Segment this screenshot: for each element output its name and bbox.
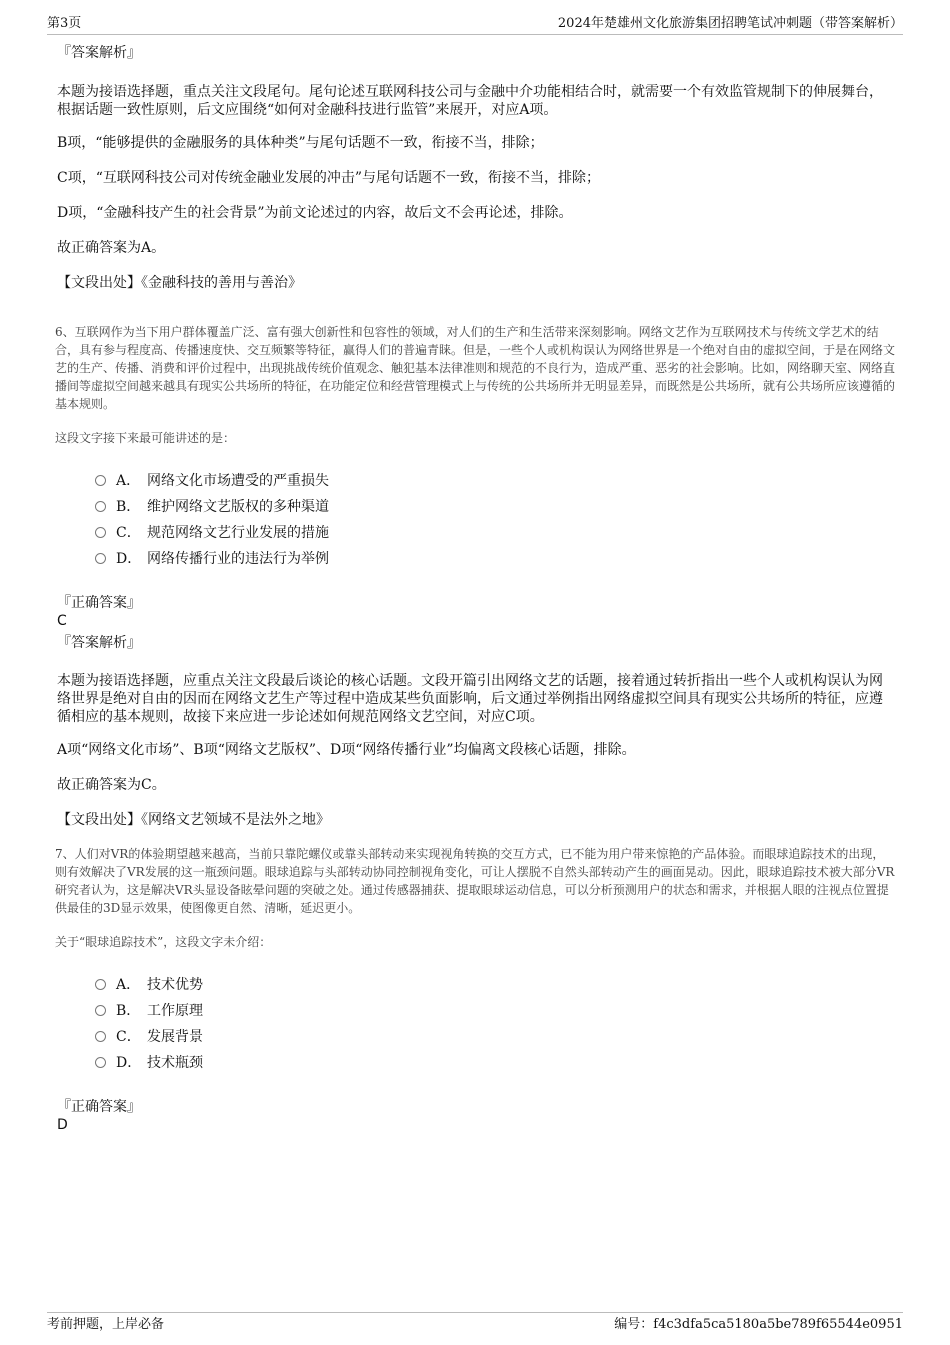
q6-analysis-heading: 『答案解析』 <box>57 635 141 651</box>
footer-slogan: 考前押题，上岸必备 <box>47 1317 165 1332</box>
radio-icon[interactable] <box>95 1005 106 1016</box>
radio-icon[interactable] <box>95 475 106 486</box>
q6-analysis-options: A项“网络文化市场”、B项“网络文艺版权”、D项“网络传播行业”均偏离文段核心话题，排除。 <box>57 742 636 758</box>
q7-options <box>95 972 895 1076</box>
document-title: 2024年楚雄州文化旅游集团招聘笔试冲刺题（带答案解析） <box>557 16 903 31</box>
q5-analysis-paragraph: 本题为接语选择题，重点关注文段尾句。尾句论述互联网科技公司与金融中介功能相结合时，就需要一个有效监管规制下的伸展舞台，根据话题一致性原则，后文应围绕“如何对金融科技进行监管”来展开，对应A项。 <box>57 84 883 118</box>
radio-icon[interactable] <box>95 553 106 564</box>
q5-analysis-option-d: D项，“金融科技产生的社会背景”为前文论述过的内容，故后文不会再论述，排除。 <box>57 205 573 221</box>
q6-question-text: 6、互联网作为当下用户群体覆盖广泛、富有强大创新性和包容性的领域，对人们的生产和生活带来深刻影响。网络文艺作为互联网技术与传统文学艺术的结合，具有参与程度高、传播速度快、交互频繁等特征，赢得人们的普遍青睐。但是，一些个人或机构误认为网络世界是一个绝对自由的虚拟空间，于是在网络文艺的生产、传播、消费和评价过程中，出现挑战传统价值观念、触犯基本法律准则和规范的不良行为，造成严重、恶劣的社会影响。比如，网络聊天室、网络直播间等虚拟空间越来越具有现实公共场所的特征，在功能定位和经营管理模式上与传统的公共场所并无明显差异，而既然是公共场所，就有公共场所应该遵循的基本规则。 <box>55 325 896 411</box>
q7-answer-heading: 『正确答案』 <box>57 1099 141 1115</box>
q7-question-ask: 关于“眼球追踪技术”，这段文字未介绍： <box>55 935 272 949</box>
page-header <box>47 14 903 35</box>
q7-option-d[interactable]: D． 技术瓶颈 <box>95 1050 895 1076</box>
q7-option-b[interactable]: B． 工作原理 <box>95 998 895 1024</box>
q7-option-c[interactable]: C． 发展背景 <box>95 1024 895 1050</box>
q5-source: 【文段出处】《金融科技的善用与善治》 <box>57 275 302 291</box>
q7-question-text: 7、人们对VR的体验期望越来越高，当前只靠陀螺仪或靠头部转动来实现视角转换的交互方式，已不能为用户带来惊艳的产品体验。而眼球追踪技术的出现，则有效解决了VR发展的这一瓶颈问题。眼球追踪与头部转动协同控制视角变化，可让人摆脱不自然头部转动产生的画面晃动。因此，眼球追踪技术被大部分VR研究者认为，这是解决VR头显设备眩晕问题的突破之处。通过传感器捕获、提取眼球运动信息，可以分析预测用户的状态和需求，并根据人眼的注视点位置提供最佳的3D显示效果，使图像更自然、清晰，延迟更小。 <box>55 847 895 915</box>
q7-answer: D <box>57 1117 68 1133</box>
q6-option-a[interactable]: A． 网络文化市场遭受的严重损失 <box>95 468 895 494</box>
q7-option-a[interactable]: A． 技术优势 <box>95 972 895 998</box>
q5-analysis-heading: 『答案解析』 <box>57 45 141 61</box>
q6-options <box>95 468 895 572</box>
page-number: 第3页 <box>47 16 82 31</box>
q6-answer-heading: 『正确答案』 <box>57 595 141 611</box>
radio-icon[interactable] <box>95 979 106 990</box>
radio-icon[interactable] <box>95 501 106 512</box>
q6-option-b[interactable]: B． 维护网络文艺版权的多种渠道 <box>95 494 895 520</box>
radio-icon[interactable] <box>95 527 106 538</box>
radio-icon[interactable] <box>95 1057 106 1068</box>
page-content <box>55 44 895 1138</box>
q5-analysis-option-b: B项，“能够提供的金融服务的具体种类”与尾句话题不一致，衔接不当，排除； <box>57 135 544 151</box>
document-id: 编号：f4c3dfa5ca5180a5be789f65544e0951 <box>614 1317 903 1332</box>
q6-source: 【文段出处】《网络文艺领域不是法外之地》 <box>57 812 330 828</box>
q5-analysis-option-c: C项，“互联网科技公司对传统金融业发展的冲击”与尾句话题不一致，衔接不当，排除； <box>57 170 601 186</box>
page-footer <box>47 1312 903 1335</box>
q6-option-c[interactable]: C． 规范网络文艺行业发展的措施 <box>95 520 895 546</box>
q6-question-ask: 这段文字接下来最可能讲述的是： <box>55 431 236 445</box>
radio-icon[interactable] <box>95 1031 106 1042</box>
q6-analysis-paragraph: 本题为接语选择题，应重点关注文段最后谈论的核心话题。文段开篇引出网络文艺的话题，接着通过转折指出一些个人或机构误认为网络世界是绝对自由的因而在网络文艺生产等过程中造成某些负面影响，后文通过举例指出网络虚拟空间具有现实公共场所的特征，应遵循相应的基本规则，故接下来应进一步论述如何规范网络文艺空间，对应C项。 <box>57 673 883 725</box>
q6-answer: C <box>57 613 67 629</box>
q5-conclusion: 故正确答案为A。 <box>57 240 166 256</box>
q6-option-d[interactable]: D． 网络传播行业的违法行为举例 <box>95 546 895 572</box>
q6-conclusion: 故正确答案为C。 <box>57 777 166 793</box>
